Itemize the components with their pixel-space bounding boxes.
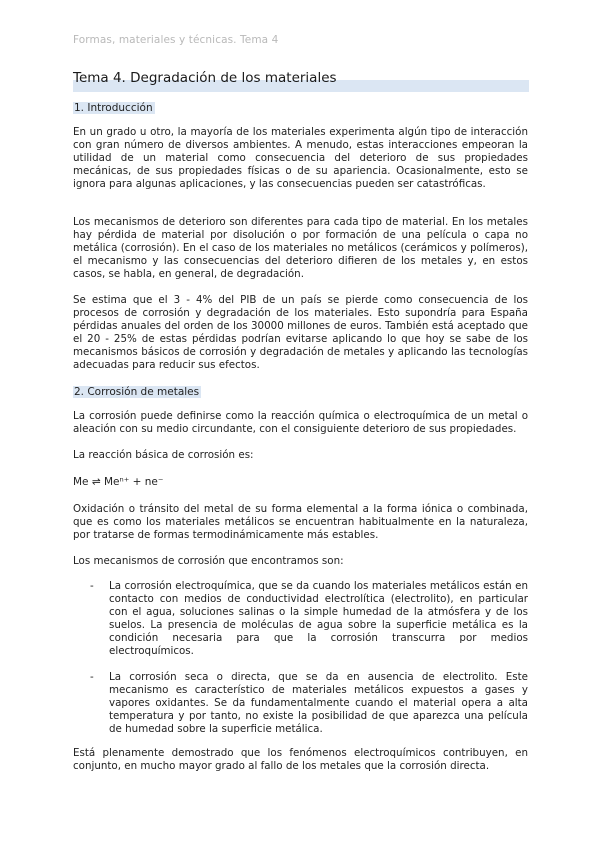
list-bullet: - — [90, 671, 94, 683]
page-title: Tema 4. Degradación de los materiales — [73, 70, 337, 86]
paragraph-intro-2: Los mecanismos de deterioro son diferentes para cada tipo de material. En los metales hay pérdida de material por disolución o por formación de una película o capa no metálica (corrosión). En el caso de los materiales no metálicos (cerámicos y polímeros), el mecanismo y las consecuencias del deterioro difieren de los metales y, en estos casos, se habla, en general, de degradación. — [73, 216, 528, 280]
paragraph-corrosion-definition: La corrosión puede definirse como la reacción química o electroquímica de un metal o aleación con su medio circundante, con el consiguiente deterioro de sus propiedades. — [73, 410, 528, 435]
paragraph-intro-3: Se estima que el 3 - 4% del PIB de un país se pierde como consecuencia de los procesos de corrosión y degradación de los materiales. Esto supondría para España pérdidas anuales del orden de los 30000 millones de euros. También está aceptado que el 20 - 25% de estas pérdidas podrían evitarse aplicando lo que hoy se sabe de los mecanismos básicos de corrosión y degradación de metales y aplicando las tecnologías adecuadas para reducir sus efectos. — [73, 294, 528, 371]
list-item-dry-corrosion: La corrosión seca o directa, que se da en ausencia de electrolito. Este mecanismo es característico de materiales metálicos expuestos a gases y vapores oxidantes. Se da fundamentalmente cuando el material opera a alta temperatura y por tanto, no existe la posibilidad de que aparezca una película de humedad sobre la superficie metálica. — [109, 671, 528, 735]
running-header: Formas, materiales y técnicas. Tema 4 — [73, 34, 279, 46]
corrosion-formula: Me ⇌ Meⁿ⁺ + ne⁻ — [73, 476, 164, 488]
section-heading-corrosion: 2. Corrosión de metales — [74, 386, 200, 398]
list-bullet: - — [90, 580, 94, 592]
paragraph-oxidation: Oxidación o tránsito del metal de su forma elemental a la forma iónica o combinada, que es como los materiales metálicos se encuentran habitualmente en la naturaleza, por tratarse de formas termodinámicamente más estables. — [73, 503, 528, 541]
paragraph-mechanisms-intro: Los mecanismos de corrosión que encontramos son: — [73, 555, 344, 567]
paragraph-basic-reaction: La reacción básica de corrosión es: — [73, 449, 254, 461]
paragraph-conclusion: Está plenamente demostrado que los fenómenos electroquímicos contribuyen, en conjunto, en mucho mayor grado al fallo de los metales que la corrosión directa. — [73, 747, 528, 772]
paragraph-intro-1: En un grado u otro, la mayoría de los materiales experimenta algún tipo de interacción con gran número de diversos ambientes. A menudo, estas interacciones empeoran la utilidad de un material como consecuencia del deterioro de sus propiedades mecánicas, de sus propiedades físicas o de su apariencia. Ocasionalmente, esto se ignora para algunas aplicaciones, y las consecuencias pueden ser catastróficas. — [73, 126, 528, 190]
list-item-electrochemical: La corrosión electroquímica, que se da cuando los materiales metálicos están en contacto con medios de conductividad electrolítica (electrolito), en particular con el agua, soluciones salinas o la simple humedad de la atmósfera y de los suelos. La presencia de moléculas de agua sobre la superficie metálica es la condición necesaria para que la corrosión transcurra por medios electroquímicos. — [109, 580, 528, 657]
section-heading-introduction: 1. Introducción — [74, 102, 153, 114]
